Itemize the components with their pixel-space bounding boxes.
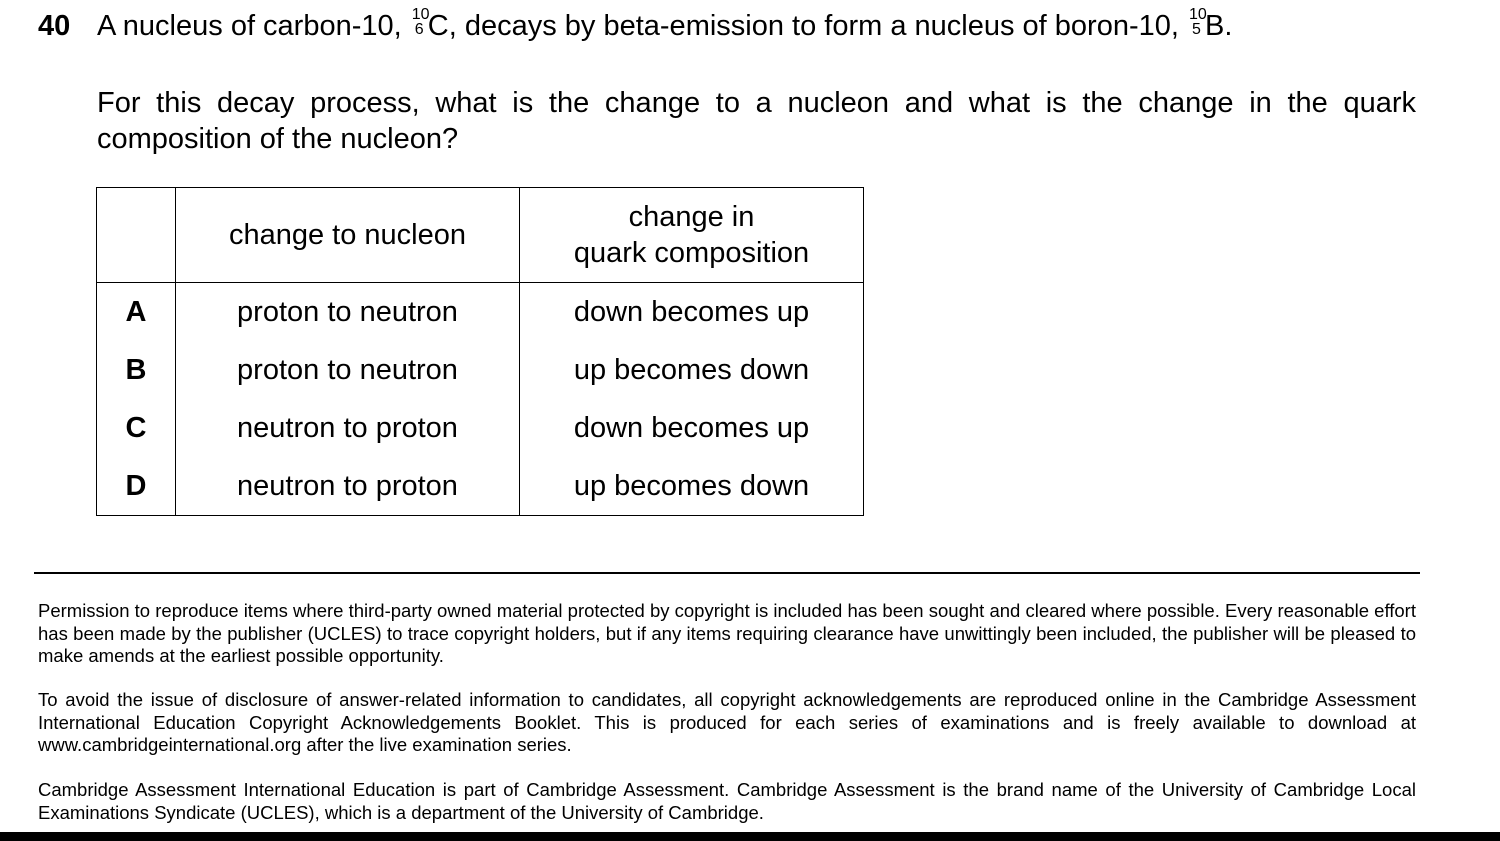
answer-options-table bbox=[96, 187, 864, 516]
option-nucleon-change: proton to neutron bbox=[176, 341, 520, 399]
header-letter-cell bbox=[97, 188, 176, 283]
cambridge-assessment-text: Cambridge Assessment International Education is part of Cambridge Assessment. Cambridge Assessment is the brand name of the University of Cambridge Local Examinations Syndicate (UCLES), which is a department of the University of Cambridge. bbox=[38, 779, 1416, 823]
question-number: 40 bbox=[38, 10, 71, 42]
stem-middle: , decays by beta-emission to form a nucleus of boron-10, bbox=[448, 10, 1179, 42]
option-quark-change: up becomes down bbox=[520, 457, 864, 516]
option-nucleon-change: proton to neutron bbox=[176, 283, 520, 342]
stem-end: . bbox=[1224, 10, 1233, 42]
option-nucleon-change: neutron to proton bbox=[176, 399, 520, 457]
option-letter: B bbox=[97, 341, 176, 399]
option-letter: A bbox=[97, 283, 176, 342]
table-row bbox=[97, 399, 864, 457]
option-letter: C bbox=[97, 399, 176, 457]
option-quark-change: down becomes up bbox=[520, 399, 864, 457]
option-letter: D bbox=[97, 457, 176, 516]
table-row bbox=[97, 457, 864, 516]
header-change-to-nucleon: change to nucleon bbox=[176, 188, 520, 283]
carbon-atomic-number: 6 bbox=[414, 21, 424, 38]
carbon-symbol: C bbox=[427, 10, 449, 42]
table-row bbox=[97, 283, 864, 342]
copyright-permission-text: Permission to reproduce items where third-party owned material protected by copyright is included has been sought and cleared where possible. Every reasonable effort has been made by the publisher (UCLES) to trace copyright holders, but if any items requiring clearance have unwittingly been included, the publisher will be pleased to make amends at the earliest possible opportunity. bbox=[38, 600, 1416, 666]
header-quark-line2: quark composition bbox=[573, 237, 810, 269]
page-bottom-bar bbox=[0, 832, 1500, 841]
question-prompt: For this decay process, what is the change to a nucleon and what is the change in the quark composition of the nucleon? bbox=[97, 87, 1416, 155]
header-quark-line1: change in bbox=[628, 201, 755, 233]
option-nucleon-change: neutron to proton bbox=[176, 457, 520, 516]
option-quark-change: up becomes down bbox=[520, 341, 864, 399]
question-stem bbox=[97, 8, 1232, 44]
header-change-in-quark-composition bbox=[520, 188, 864, 283]
table-row bbox=[97, 341, 864, 399]
option-quark-change: down becomes up bbox=[520, 283, 864, 342]
boron-atomic-number: 5 bbox=[1192, 21, 1201, 38]
boron-mass-number: 10 bbox=[1189, 6, 1207, 23]
carbon-mass-number: 10 bbox=[411, 6, 430, 23]
copyright-acknowledgements-text: To avoid the issue of disclosure of answer-related information to candidates, all copyright acknowledgements are reproduced online in the Cambridge Assessment International Education Copyright Acknowledgements Booklet. This is produced for each series of examinations and is freely available to download at www.cambridgeinternational.org after the live examination series. bbox=[38, 689, 1416, 755]
boron-symbol: B bbox=[1205, 10, 1225, 42]
stem-intro: A nucleus of carbon-10, bbox=[97, 10, 402, 42]
carbon-nuclide-notation bbox=[411, 6, 430, 41]
footer-divider bbox=[34, 572, 1420, 574]
table-header-row bbox=[97, 188, 864, 283]
boron-nuclide-notation bbox=[1189, 6, 1207, 41]
